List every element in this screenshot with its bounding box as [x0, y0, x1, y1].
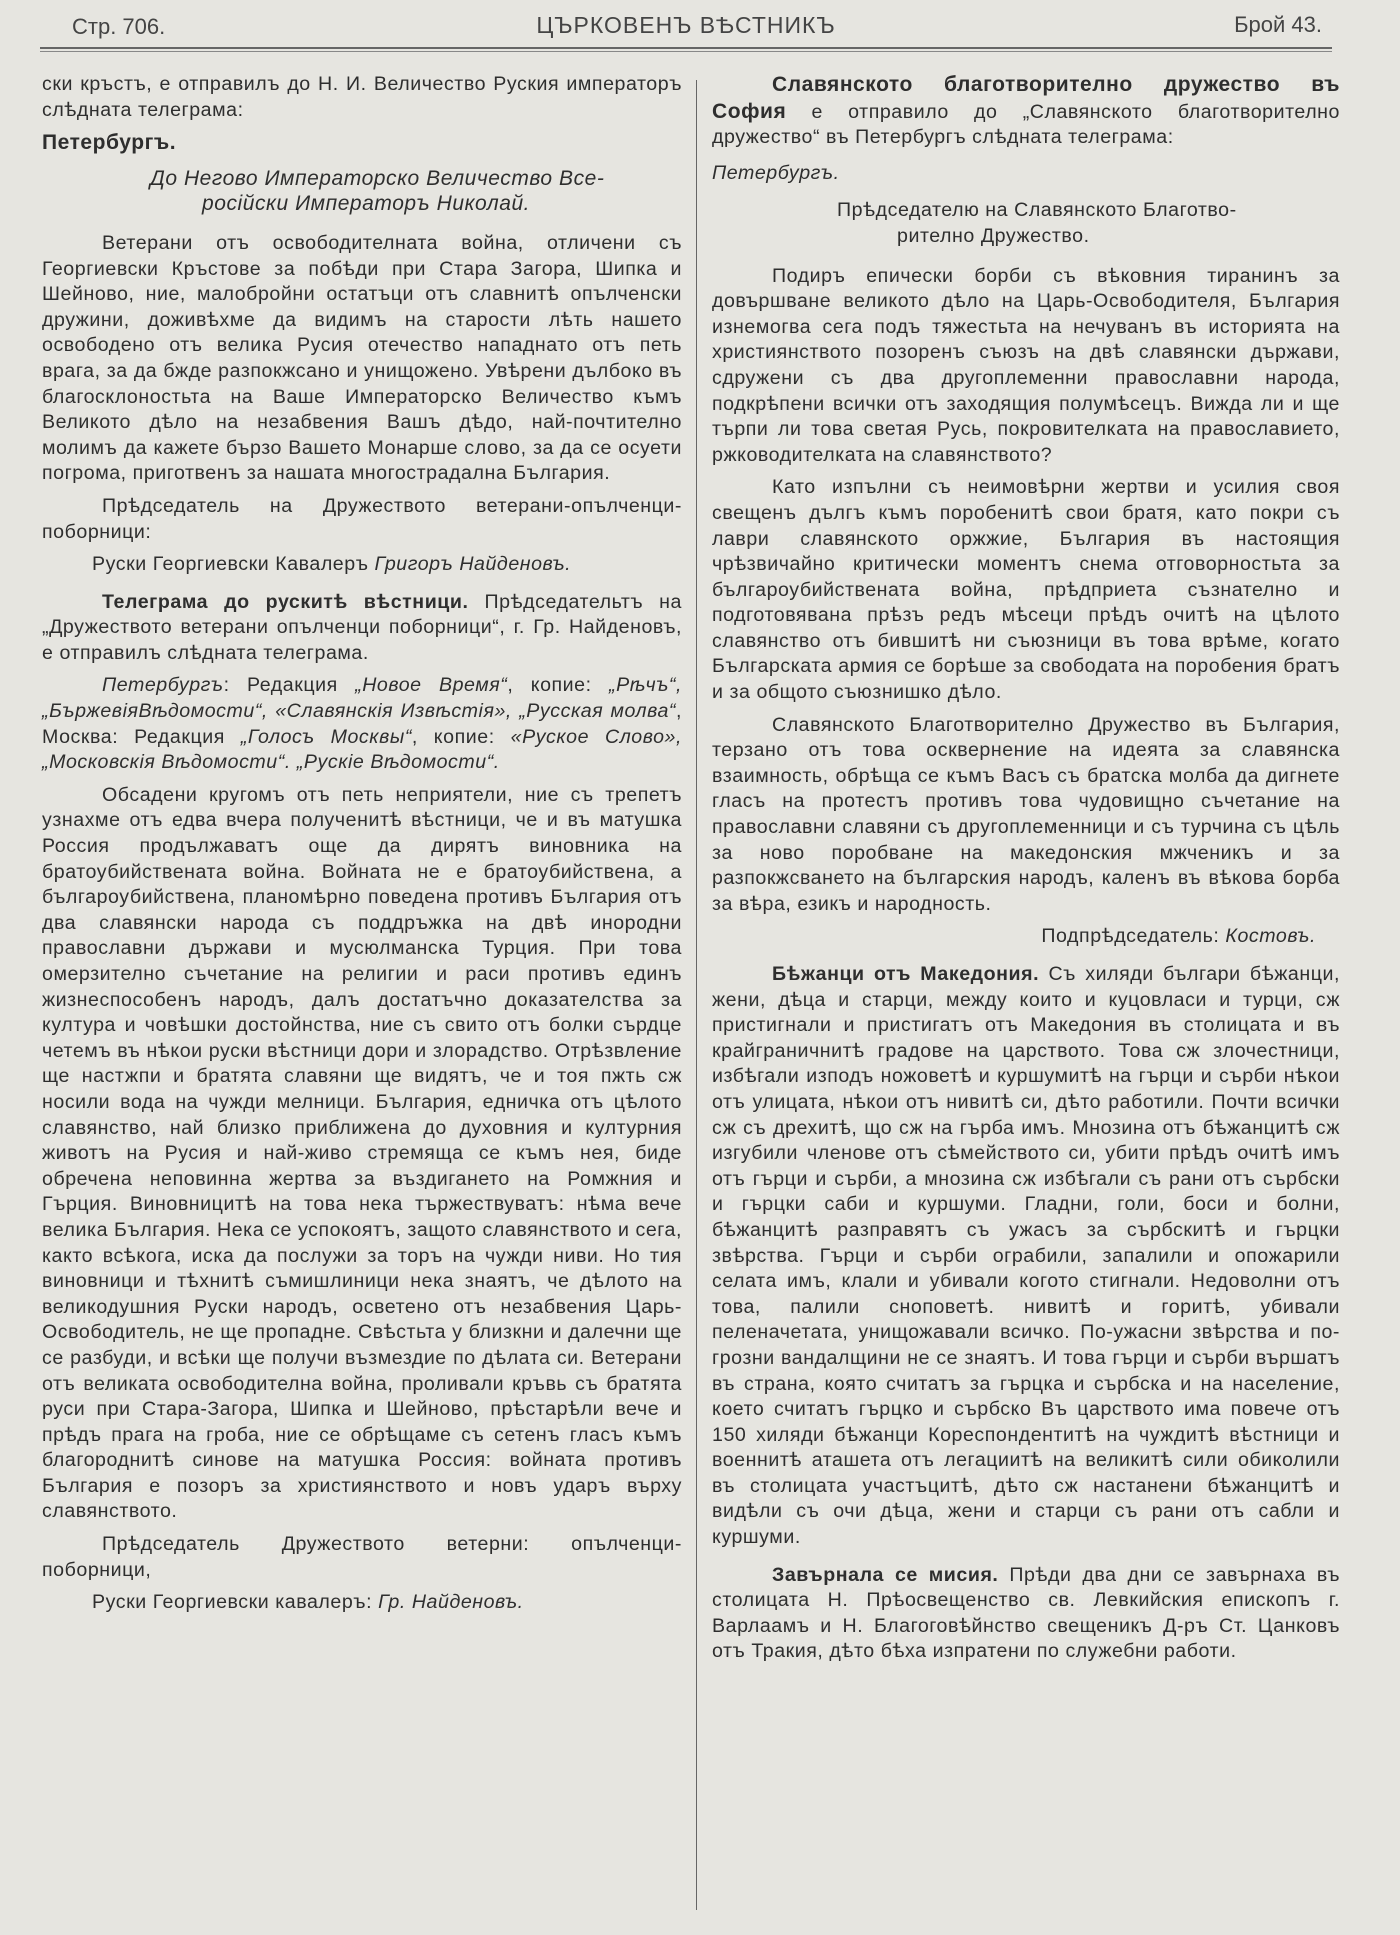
dateline: Петербургъ. — [42, 131, 177, 155]
column-divider — [696, 80, 697, 1910]
article-refugees — [712, 962, 1340, 1551]
article-text: Съ хиляди българи бѣжанци, жени, дѣца и старци, между които и куцовласи и турци, сж пристигнали и пристигатъ отъ Македония въ столицата и въ крайграничнитѣ градове на царството. Това сж злочестници, избѣгали изподъ ножоветѣ и куршумитѣ на гърци и сърби нѣкои отъ улицата, нѣкои отъ нивитѣ си, дѣто работили. Почти всички сж съ дрехитѣ, що сж на гърба имъ. Мнозина отъ бѣжанцитѣ сж изгубили членове отъ сѣмейството си, убити прѣдъ очитѣ имъ отъ гърци и сърби, а мнозина сж избѣгали съ рани отъ сърбски и гърцки саби и куршуми. Гладни, голи, боси и болни, бѣжанцитѣ разправятъ съ ужасъ за сърбскитѣ и гърцки звѣрства. Гърци и сърби ограбили, запалили и опожарили селата имъ, клали и убивали когото стигнали. Недоволни отъ това, палили сноповетѣ. нивитѣ и горитѣ, убивали пеленачетата, унищожавали всичко. По-ужасни звѣрства и по-грозни вандалщини не се знаятъ. И това гърци и сърби вършатъ въ страна, която считатъ за гърцка и сърбска и на население, което считатъ гърцко и сърбско Въ царството има повече отъ 150 хиляди бѣжанци Кореспондентитѣ на чуждитѣ вѣстници и военнитѣ аташета отъ легациитѣ на великитѣ сили обиколили въ столицата участъцитѣ, дѣто сж настанени бѣжанцитѣ и видѣли съ очи дѣца, жени и старци съ рани отъ сабли и куршуми. — [712, 963, 1340, 1549]
article-slavic-society — [712, 72, 1340, 151]
article-heading: Славянското благотворително дружество въ София — [712, 73, 1340, 123]
article-heading: Бѣжанци отъ Македония. — [772, 963, 1040, 985]
paragraph: Славянското Благотворително Дружество въ България, терзано отъ това осквернение на идеята за славянска взаимность, обрѣща се къмъ Васъ съ братска молба да дигнете гласъ на протестъ противъ това чудовищно съчетание на православни славяни съ другоплеменници и съ турчина съ цѣль за ново поробване на македонския мжченикъ и за разпокжсването на българския народъ, каленъ въ вѣкова борба за вѣра, езикъ и народность. — [712, 713, 1340, 915]
newspaper-title: ЦЪРКОВЕНЪ ВѢСТНИКЪ — [536, 12, 836, 38]
addressee — [712, 198, 1340, 249]
addressee-line: рително Дружество. — [897, 224, 1090, 247]
segment: „Голосъ Москвы“ — [240, 725, 412, 748]
segment: , копие: — [411, 725, 511, 748]
article-text: Прѣди два дни се завърнаха въ столицата Н. Прѣосвещенство св. Левкийския епископъ г. Варлаамъ и Н. Благоговѣйнство свещеникъ Д-ръ Ст. Цанковъ отъ Тракия, дѣто бѣха изпратени по служебни работи. — [712, 1563, 1340, 1663]
signature — [42, 552, 682, 578]
paragraph: Ветерани отъ освободителната война, отличени съ Георгиевски Кръстове за побѣди при Стара Загора, Шипка и Шейново, ние, малобройни остатъци отъ славнитѣ опълченски дружини, доживѣхме да видимъ на старости лѣть нашето освободено отъ велика Русия отечество нападнато отъ петь врага, за да бжде разпокжсано и унищожено. Увѣрени дълбоко въ благосклоностьта на Ваше Императорско Величество къмъ Великото дѣло на незабвения Вашъ дѣдо, най-почтително молимъ да кажете бързо Вашето Монарше слово, за да се осуети погрома, приготвенъ за нашата многострадална България. — [42, 231, 682, 485]
addressee-list — [42, 673, 682, 775]
addressee — [42, 166, 682, 217]
segment: „Рѣчъ“, „БържевiяВѣдомости“, «Славянскiя Извѣстiя», „Русская молва“ — [42, 674, 682, 723]
right-column — [712, 72, 1340, 1672]
page-header — [40, 8, 1332, 44]
paragraph: Като изпълни съ неимовѣрни жертви и усилия своя свещенъ дългъ къмъ поробенитѣ свои братя, като покри съ лаври славянското оржжие, България въ настоящия чрѣзвичайно критически моментъ снема отговорностьта за българоубийствената война, прѣдприета съзнателно и подготовявана прѣзъ редъ мѣсеци прѣдъ очитѣ на цѣлото славянство отъ бившитѣ ни съюзници въ това врѣме, когато Българската армия се борѣше за свободата на поробения братъ и за общото съюзнишко дѣло. — [712, 476, 1340, 704]
segment: , Москва: Редакция — [42, 700, 682, 748]
signature-name: Гр. Найденовъ. — [378, 1591, 524, 1614]
issue-number: Брой 43. — [1234, 12, 1322, 37]
signature-name: Костовъ. — [1225, 925, 1316, 948]
article-heading: Завърнала се мисия. — [772, 1563, 999, 1586]
paragraph: Прѣдседатель на Дружеството ветерани-опълченци-поборници: — [42, 494, 682, 543]
article-heading: Телеграма до рускитѣ вѣстници. — [102, 590, 469, 613]
addressee-line: До Негово Императорско Величество Все- — [150, 166, 605, 190]
article-text: е отправило до „Славянското благотворително дружество“ въ Петербургъ слѣдната телеграма: — [712, 100, 1340, 149]
left-column — [42, 72, 682, 1623]
paragraph: ски кръстъ, е отправилъ до Н. И. Величество Руския императоръ слѣдната телеграма: — [42, 73, 682, 121]
addressee-line: Прѣдседателю на Славянското Благотво- — [837, 199, 1237, 222]
signature-title: Руски Георгиевски Кавалеръ — [92, 553, 375, 576]
segment: , копие: — [507, 674, 610, 697]
signature-title: Подпрѣдседатель: — [1041, 925, 1226, 948]
signature — [42, 1590, 682, 1616]
article-telegram-newspapers — [42, 590, 682, 667]
signature-title: Руски Георгиевски кавалеръ: — [92, 1591, 379, 1614]
paragraph: Прѣдседатель Дружеството ветерни: опълченци-поборници, — [42, 1533, 682, 1581]
page-number: Стр. 706. — [72, 14, 166, 39]
paragraph: Подиръ епически борби съ вѣковния тиранинъ за довършване великото дѣло на Царь-Освободителя, България изнемогва сега подъ тяжестьта на нечуванъ въ историята на християнството позоренъ съюзъ на двѣ славянски държави, сдружени съ два другоплеменни православни народа, подкрѣпени всички отъ заходящия полумѣсецъ. Вижда ли и ще търпи ли това светая Русь, покровителката на православието, ржководителката на славянството? — [712, 264, 1340, 466]
addressee-line: росiйски Императоръ Николай. — [202, 192, 531, 216]
dateline: Петербургъ. — [712, 161, 840, 184]
header-rule — [40, 47, 1332, 52]
segment: : Редакция — [223, 674, 356, 697]
segment: «Руское Слово», „Московскiя Вѣдомости“. „Рускiе Вѣдомости“. — [42, 725, 682, 774]
paragraph: Обсадени кругомъ отъ петь неприятели, ние съ трепетъ узнахме отъ едва вчера полученитѣ вѣстници, че и въ матушка Россия продължаватъ още да дирятъ виновника на братоубийствената война. Войната не е братоубийствена, а българоубийствена, планомѣрно поведена противъ България отъ два славянски народа съ поддръжка на двѣ инородни православни държави и мусюлманска Турция. При това омерзително съчетание на религии и раси противъ единъ жизнеспособенъ народъ, далъ достатъчно доказателства за култура и човѣшки достойнства, ние съ свито отъ болки сърдце четемъ въ нѣкои руски вѣстници дори и злорадство. Отрѣзвление ще настжпи и братята славяни ще видятъ, че и тоя пжть сж носили вода на чужди мелници. България, едничка отъ цѣлото славянство, най близко приближена до духовния и културния животъ на Русия и най-живо стремяща се къмъ нея, биде обречена неповинна жертва за въздигането на Ромжния и Гърция. Виновницитѣ на това нека тържествуватъ: нѣма вече велика България. Нека се успокоятъ, защото славянството и сега, както всѣкога, иска да послужи за торъ на чужди ниви. Но тия виновници и тѣхнитѣ съмишлиници нека знаятъ, че дѣлото на великодушния Руски народъ, осветено отъ незабвения Царь-Освободитель, не ще пропадне. Свѣстьта у близкни и далечни ще се разбуди, и всѣки ще получи възмездие по дѣлата си. Ветерани отъ великата освободителна война, проливали кръвь съ братята руси при Стара-Загора, Шипка и Шейново, прѣстарѣли вече и прѣдъ прага на гроба, ние се обрѣщаме съ сетенъ гласъ къмъ благороднитѣ синове на матушка Россия: войната противъ България е позоръ за християнството и новъ ударъ върху славянството. — [42, 783, 682, 1523]
segment: Петербургъ — [102, 674, 224, 697]
article-text: Прѣдседательтъ на „Дружеството ветерани опълченци поборници“, г. Гр. Найденовъ, е отправилъ слѣдната телеграма. — [42, 590, 683, 664]
signature — [712, 924, 1340, 950]
segment: „Новое Время“ — [355, 674, 508, 697]
signature-name: Григоръ Найденовъ. — [374, 553, 572, 576]
article-mission — [712, 1563, 1340, 1665]
